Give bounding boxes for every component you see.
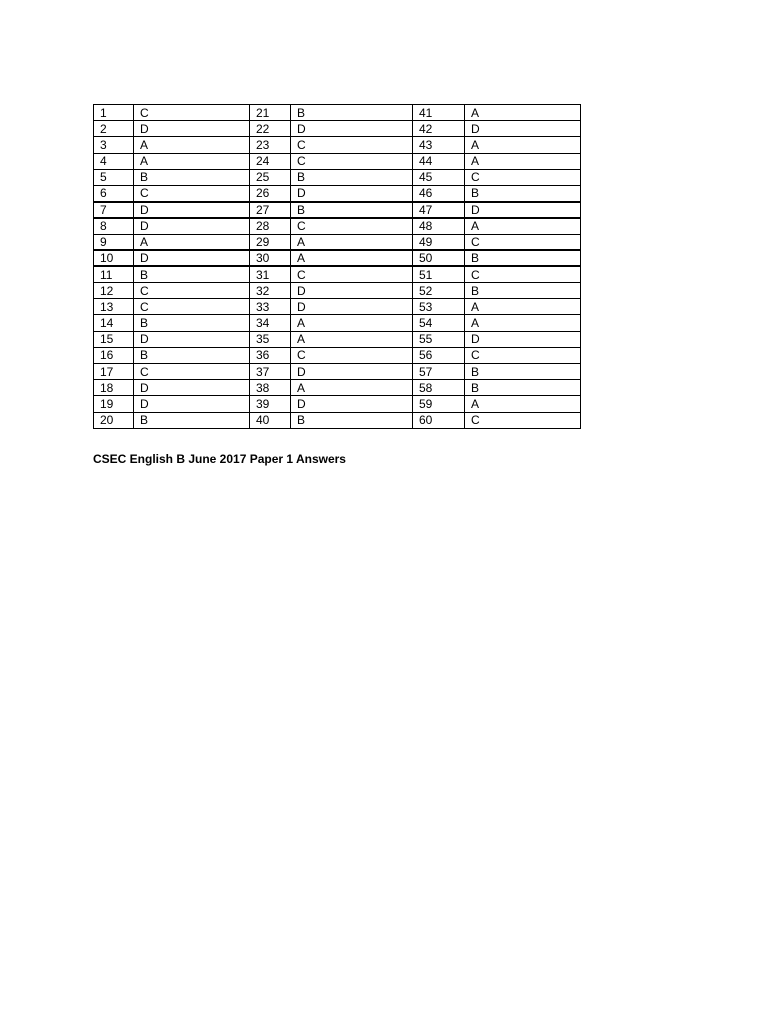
question-number-cell: 2 <box>94 121 134 137</box>
question-number-cell: 35 <box>250 331 291 347</box>
question-number-cell: 6 <box>94 185 134 201</box>
table-row <box>94 266 581 282</box>
question-number-cell: 49 <box>413 234 465 250</box>
answer-cell: A <box>465 137 581 153</box>
question-number-cell: 27 <box>250 202 291 218</box>
question-number-cell: 20 <box>94 412 134 428</box>
answer-cell: A <box>291 250 413 266</box>
answer-cell: C <box>134 283 250 299</box>
answer-cell: B <box>291 202 413 218</box>
question-number-cell: 48 <box>413 218 465 234</box>
question-number-cell: 47 <box>413 202 465 218</box>
table-row <box>94 105 581 121</box>
answer-cell: A <box>465 153 581 169</box>
answer-cell: A <box>291 380 413 396</box>
table-caption: CSEC English B June 2017 Paper 1 Answers <box>93 452 346 466</box>
answer-cell: A <box>465 105 581 121</box>
table-row <box>94 396 581 412</box>
question-number-cell: 46 <box>413 185 465 201</box>
answer-cell: D <box>465 331 581 347</box>
table-row <box>94 315 581 331</box>
question-number-cell: 31 <box>250 266 291 282</box>
question-number-cell: 4 <box>94 153 134 169</box>
answer-cell: A <box>465 396 581 412</box>
answer-cell: A <box>291 234 413 250</box>
answer-cell: B <box>291 169 413 185</box>
answer-cell: D <box>291 364 413 380</box>
answer-cell: C <box>291 153 413 169</box>
question-number-cell: 24 <box>250 153 291 169</box>
question-number-cell: 33 <box>250 299 291 315</box>
answer-cell: D <box>465 202 581 218</box>
question-number-cell: 38 <box>250 380 291 396</box>
table-row <box>94 380 581 396</box>
question-number-cell: 56 <box>413 347 465 363</box>
answer-cell: D <box>134 380 250 396</box>
table-row <box>94 347 581 363</box>
answer-cell: C <box>291 347 413 363</box>
answer-cell: D <box>291 283 413 299</box>
question-number-cell: 23 <box>250 137 291 153</box>
question-number-cell: 13 <box>94 299 134 315</box>
question-number-cell: 5 <box>94 169 134 185</box>
question-number-cell: 42 <box>413 121 465 137</box>
question-number-cell: 55 <box>413 331 465 347</box>
table-row <box>94 412 581 428</box>
answer-cell: D <box>134 396 250 412</box>
answer-cell: A <box>134 153 250 169</box>
answer-cell: A <box>134 137 250 153</box>
question-number-cell: 58 <box>413 380 465 396</box>
answer-cell: A <box>465 218 581 234</box>
table-row <box>94 218 581 234</box>
question-number-cell: 37 <box>250 364 291 380</box>
answer-cell: D <box>291 396 413 412</box>
answer-cell: A <box>134 234 250 250</box>
answer-cell: A <box>465 299 581 315</box>
question-number-cell: 32 <box>250 283 291 299</box>
answer-key-body <box>94 105 581 429</box>
table-row <box>94 202 581 218</box>
answer-cell: B <box>134 412 250 428</box>
question-number-cell: 9 <box>94 234 134 250</box>
answer-cell: C <box>465 412 581 428</box>
question-number-cell: 15 <box>94 331 134 347</box>
answer-cell: D <box>134 202 250 218</box>
question-number-cell: 16 <box>94 347 134 363</box>
table-row <box>94 299 581 315</box>
question-number-cell: 18 <box>94 380 134 396</box>
question-number-cell: 41 <box>413 105 465 121</box>
question-number-cell: 57 <box>413 364 465 380</box>
question-number-cell: 44 <box>413 153 465 169</box>
question-number-cell: 30 <box>250 250 291 266</box>
question-number-cell: 1 <box>94 105 134 121</box>
answer-cell: D <box>465 121 581 137</box>
table-row <box>94 364 581 380</box>
answer-cell: C <box>291 218 413 234</box>
answer-cell: C <box>291 137 413 153</box>
question-number-cell: 10 <box>94 250 134 266</box>
answer-key-table <box>93 104 581 429</box>
table-row <box>94 250 581 266</box>
question-number-cell: 12 <box>94 283 134 299</box>
answer-cell: D <box>134 331 250 347</box>
question-number-cell: 8 <box>94 218 134 234</box>
question-number-cell: 59 <box>413 396 465 412</box>
question-number-cell: 52 <box>413 283 465 299</box>
answer-cell: D <box>291 121 413 137</box>
question-number-cell: 36 <box>250 347 291 363</box>
answer-cell: D <box>291 299 413 315</box>
answer-cell: A <box>465 315 581 331</box>
answer-cell: A <box>291 331 413 347</box>
table-row <box>94 153 581 169</box>
question-number-cell: 28 <box>250 218 291 234</box>
question-number-cell: 50 <box>413 250 465 266</box>
answer-cell: D <box>134 250 250 266</box>
answer-cell: B <box>134 315 250 331</box>
question-number-cell: 25 <box>250 169 291 185</box>
question-number-cell: 17 <box>94 364 134 380</box>
answer-cell: B <box>291 412 413 428</box>
answer-cell: A <box>291 315 413 331</box>
answer-cell: D <box>134 121 250 137</box>
table-row <box>94 283 581 299</box>
question-number-cell: 51 <box>413 266 465 282</box>
question-number-cell: 22 <box>250 121 291 137</box>
answer-cell: C <box>465 169 581 185</box>
answer-cell: B <box>465 364 581 380</box>
table-row <box>94 121 581 137</box>
question-number-cell: 3 <box>94 137 134 153</box>
table-row <box>94 137 581 153</box>
answer-cell: B <box>134 347 250 363</box>
table-row <box>94 234 581 250</box>
question-number-cell: 26 <box>250 185 291 201</box>
answer-cell: C <box>134 364 250 380</box>
question-number-cell: 39 <box>250 396 291 412</box>
answer-cell: B <box>134 169 250 185</box>
answer-cell: C <box>465 347 581 363</box>
answer-cell: C <box>134 299 250 315</box>
table-row <box>94 185 581 201</box>
answer-cell: C <box>134 185 250 201</box>
question-number-cell: 19 <box>94 396 134 412</box>
answer-cell: C <box>134 105 250 121</box>
question-number-cell: 60 <box>413 412 465 428</box>
question-number-cell: 29 <box>250 234 291 250</box>
answer-cell: B <box>291 105 413 121</box>
question-number-cell: 34 <box>250 315 291 331</box>
question-number-cell: 40 <box>250 412 291 428</box>
answer-cell: B <box>465 380 581 396</box>
question-number-cell: 45 <box>413 169 465 185</box>
answer-cell: D <box>291 185 413 201</box>
question-number-cell: 7 <box>94 202 134 218</box>
question-number-cell: 14 <box>94 315 134 331</box>
question-number-cell: 53 <box>413 299 465 315</box>
answer-cell: B <box>134 266 250 282</box>
table-row <box>94 331 581 347</box>
question-number-cell: 54 <box>413 315 465 331</box>
question-number-cell: 21 <box>250 105 291 121</box>
table-row <box>94 169 581 185</box>
answer-cell: B <box>465 185 581 201</box>
answer-cell: C <box>291 266 413 282</box>
question-number-cell: 11 <box>94 266 134 282</box>
answer-cell: C <box>465 266 581 282</box>
answer-cell: B <box>465 283 581 299</box>
answer-cell: D <box>134 218 250 234</box>
answer-cell: C <box>465 234 581 250</box>
answer-cell: B <box>465 250 581 266</box>
question-number-cell: 43 <box>413 137 465 153</box>
